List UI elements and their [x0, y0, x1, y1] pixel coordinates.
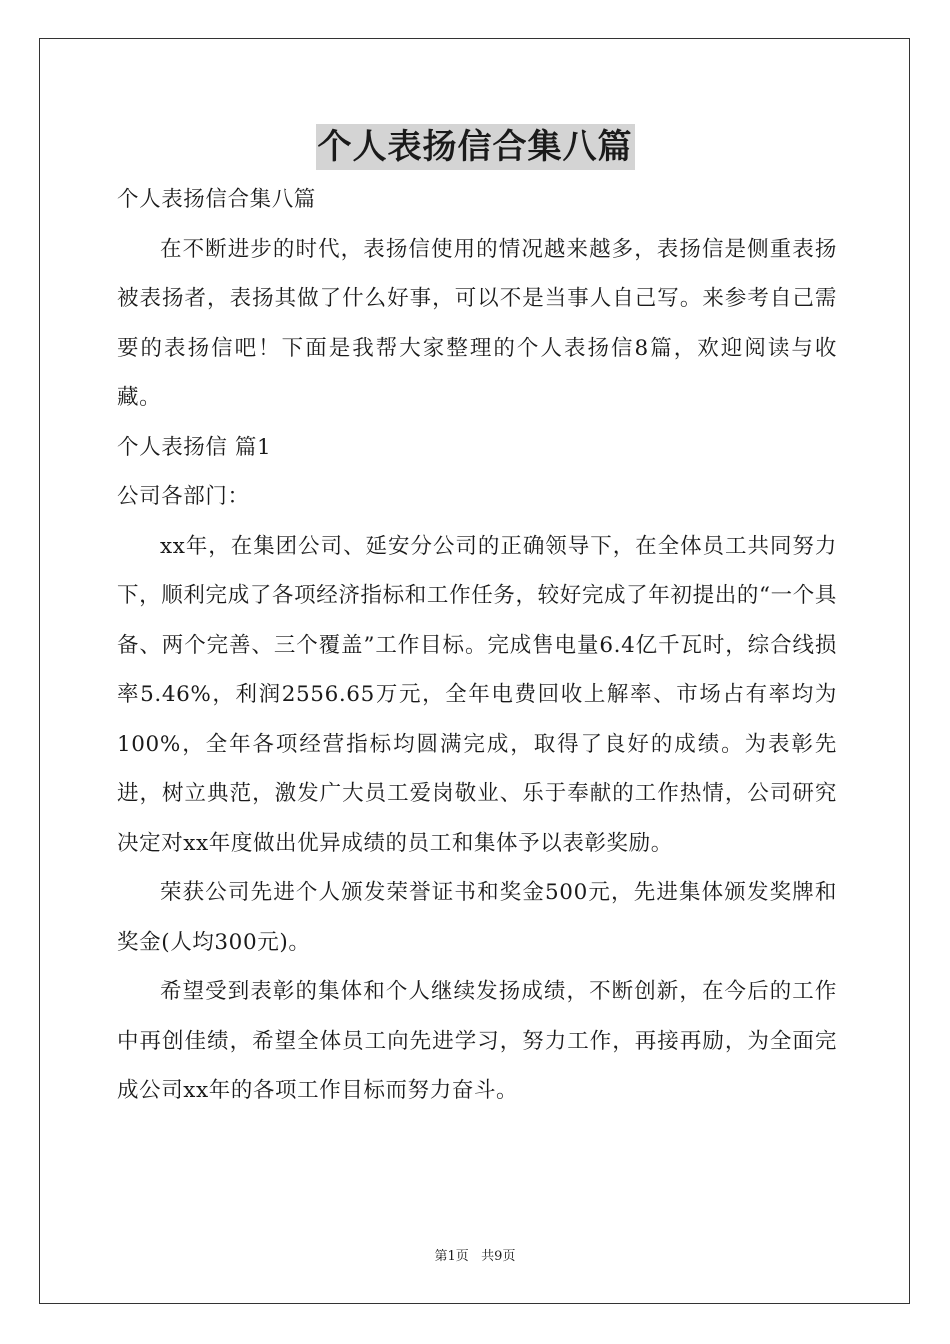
salutation: 公司各部门：	[117, 484, 250, 509]
subtitle-paragraph: 个人表扬信合集八篇	[117, 187, 316, 212]
title-container	[0, 124, 950, 170]
document-body	[117, 175, 837, 1116]
page-footer	[0, 1248, 950, 1266]
intro-paragraph: 在不断进步的时代，表扬信使用的情况越来越多，表扬信是侧重表扬被表扬者，表扬其做了什么好事，可以不是当事人自己写。来参考自己需要的表扬信吧！下面是我帮大家整理的个人表扬信8篇，欢迎阅读与收藏。	[117, 236, 837, 410]
body-paragraph: 希望受到表彰的集体和个人继续发扬成绩，不断创新，在今后的工作中再创佳绩，希望全体员工向先进学习，努力工作，再接再励，为全面完成公司xx年的各项工作目标而努力奋斗。	[117, 979, 837, 1103]
document-title: 个人表扬信合集八篇	[316, 124, 635, 170]
section-heading: 个人表扬信 篇1	[117, 434, 272, 460]
page-number: 第1页 共9页	[434, 1249, 516, 1264]
body-paragraph: 荣获公司先进个人颁发荣誉证书和奖金500元，先进集体颁发奖牌和奖金(人均300元)。	[117, 880, 837, 955]
body-paragraph: xx年，在集团公司、延安分公司的正确领导下，在全体员工共同努力下，顺利完成了各项经济指标和工作任务，较好完成了年初提出的“一个具备、两个完善、三个覆盖”工作目标。完成售电量6.4亿千瓦时，综合线损率5.46%，利润2556.65万元，全年电费回收上解率、市场占有率均为100%，全年各项经营指标均圆满完成，取得了良好的成绩。为表彰先进，树立典范，激发广大员工爱岗敬业、乐于奉献的工作热情，公司研究决定对xx年度做出优异成绩的员工和集体予以表彰奖励。	[117, 533, 837, 856]
